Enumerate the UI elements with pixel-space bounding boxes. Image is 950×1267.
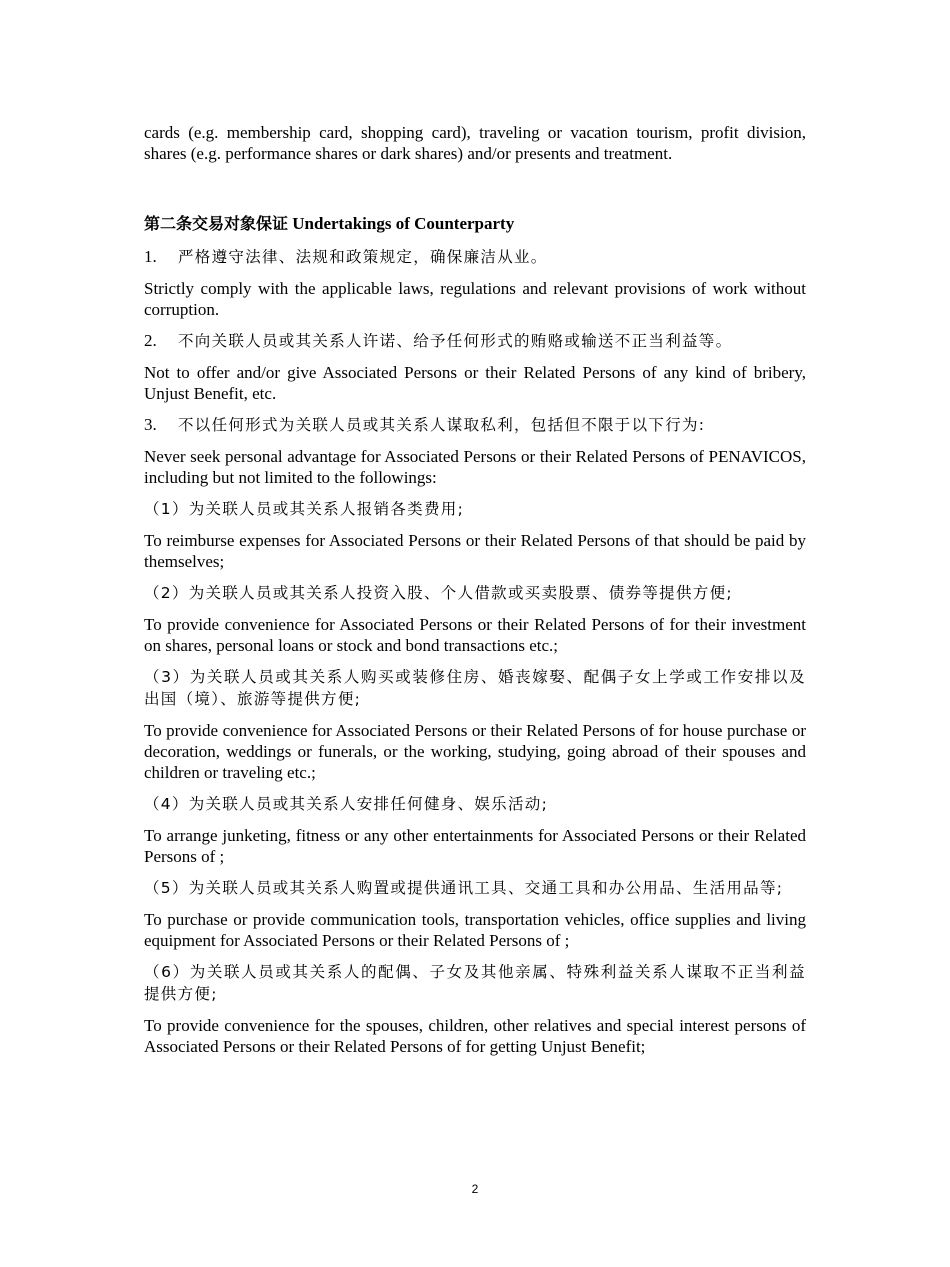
item-2-zh: [144, 330, 806, 352]
item-3-number: 3.: [144, 415, 157, 434]
item-2-en: Not to offer and/or give Associated Persons or their Related Persons of any kind of bribery, Unjust Benefit, etc.: [144, 363, 806, 403]
subitem-4-zh: （4）为关联人员或其关系人安排任何健身、娱乐活动;: [144, 795, 549, 813]
item-3-en: Never seek personal advantage for Associated Persons or their Related Persons of PENAVICOS, including but not limited to the followings:: [144, 447, 806, 487]
section-heading: [144, 212, 806, 236]
page-number: 2: [471, 1182, 479, 1196]
item-1-en: Strictly comply with the applicable laws, regulations and relevant provisions of work without corruption.: [144, 279, 806, 319]
subitem-2-en: To provide convenience for Associated Persons or their Related Persons of for their investment on shares, personal loans or stock and bond transactions etc.;: [144, 615, 806, 655]
item-1-zh-text: 严格遵守法律、法规和政策规定，确保廉洁从业。: [178, 248, 548, 266]
subitem-2-zh: （2）为关联人员或其关系人投资入股、个人借款或买卖股票、债券等提供方便;: [144, 584, 733, 602]
subitem-1-zh: （1）为关联人员或其关系人报销各类费用;: [144, 500, 465, 518]
page-content: [144, 122, 806, 1057]
subitem-3-zh: （3）为关联人员或其关系人购买或装修住房、婚丧嫁娶、配偶子女上学或工作安排以及出国（境）、旅游等提供方便;: [144, 668, 806, 708]
subitem-3-en: To provide convenience for Associated Persons or their Related Persons of for house purchase or decoration, weddings or funerals, or the working, studying, going abroad of their spouses and children or traveling etc.;: [144, 721, 806, 782]
item-1-zh: [144, 246, 806, 268]
subitem-4-en: To arrange junketing, fitness or any other entertainments for Associated Persons or their Related Persons of ;: [144, 826, 806, 866]
item-1-number: 1.: [144, 247, 157, 266]
intro-paragraph: cards (e.g. membership card, shopping card), traveling or vacation tourism, profit division, shares (e.g. performance shares or dark shares) and/or presents and treatment.: [144, 123, 806, 163]
item-3-zh: [144, 414, 806, 436]
subitem-5-zh: （5）为关联人员或其关系人购置或提供通讯工具、交通工具和办公用品、生活用品等;: [144, 879, 784, 897]
subitem-6-zh: （6）为关联人员或其关系人的配偶、子女及其他亲属、特殊利益关系人谋取不正当利益提供方便;: [144, 963, 806, 1003]
section-heading-zh: 第二条交易对象保证: [144, 214, 289, 233]
subitem-1-en: To reimburse expenses for Associated Persons or their Related Persons of that should be paid by themselves;: [144, 531, 806, 571]
item-2-number: 2.: [144, 331, 157, 350]
item-2-zh-text: 不向关联人员或其关系人许诺、给予任何形式的贿赂或输送不正当利益等。: [178, 332, 733, 350]
subitem-5-en: To purchase or provide communication tools, transportation vehicles, office supplies and living equipment for Associated Persons or their Related Persons of ;: [144, 910, 806, 950]
subitem-6-en: To provide convenience for the spouses, children, other relatives and special interest persons of Associated Persons or their Related Persons of for getting Unjust Benefit;: [144, 1016, 806, 1056]
section-heading-en: Undertakings of Counterparty: [292, 214, 515, 233]
item-3-zh-text: 不以任何形式为关联人员或其关系人谋取私利，包括但不限于以下行为:: [178, 416, 706, 434]
